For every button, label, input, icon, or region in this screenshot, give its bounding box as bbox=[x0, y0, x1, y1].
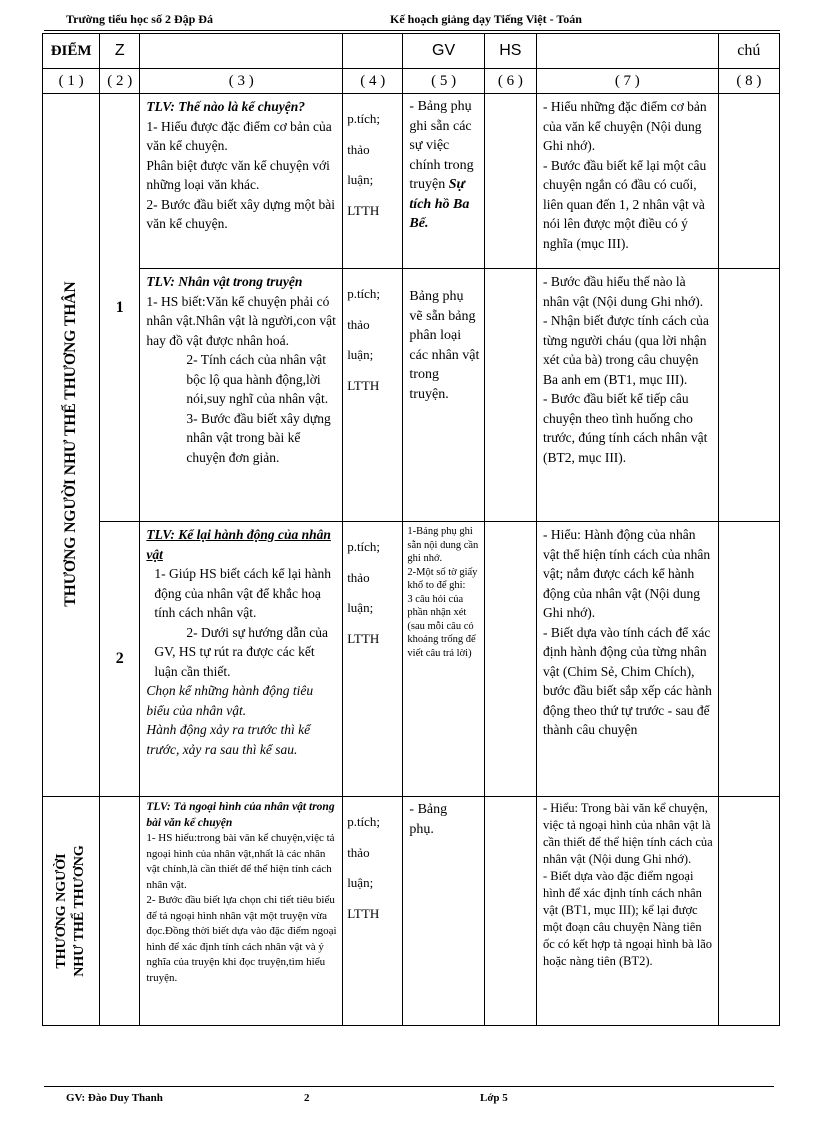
method-line: thảo bbox=[347, 141, 370, 157]
method-line: thảo bbox=[347, 569, 370, 585]
theme-cell-1 bbox=[43, 94, 100, 797]
col-header-5: GV bbox=[403, 34, 484, 69]
gv-text: Bảng phụ vẽ sẵn bảng phân loại các nhân vật trong truyện. bbox=[409, 289, 480, 402]
col-header-4 bbox=[343, 34, 403, 69]
gv-emphasis: Sự tích hồ Ba Bể. bbox=[409, 177, 470, 231]
col-number-3: ( 3 ) bbox=[140, 69, 343, 94]
method-line: LTTH bbox=[347, 377, 380, 393]
col-header-3 bbox=[140, 34, 343, 69]
method-line: luận; bbox=[347, 875, 374, 890]
theme-label-2 bbox=[53, 845, 89, 976]
method-line: p.tích; bbox=[347, 814, 381, 829]
objective-line: - Bước đầu biết kể lại một câu chuyện ngắn có đầu có cuối, liên quan đến 1, 2 nhân vật và nói lên được một điều có ý nghĩa (mục III). bbox=[542, 157, 707, 251]
col-header-1: ĐIỂM bbox=[43, 34, 100, 69]
footer-page-number: 2 bbox=[304, 1092, 310, 1104]
table-row bbox=[43, 522, 780, 797]
objective-line: - Nhận biết được tính cách của từng người cháu (qua lời nhận xét của bà) trong câu chuyện Ba anh em (BT1, mục III). bbox=[542, 313, 709, 387]
content-italic-line: Hành động xảy ra trước thì kể trước, xảy ra sau thì kể sau. bbox=[146, 722, 311, 757]
col-number-2: ( 2 ) bbox=[100, 69, 140, 94]
gv-cell bbox=[403, 797, 484, 1026]
method-line: luận; bbox=[347, 172, 374, 187]
content-line: Phân biệt được văn kể chuyện với những loại văn khác. bbox=[146, 157, 330, 192]
method-line: luận; bbox=[347, 600, 374, 615]
method-cell bbox=[343, 797, 403, 1026]
method-cell bbox=[343, 94, 403, 269]
gv-cell bbox=[403, 522, 484, 797]
method-line: p.tích; bbox=[347, 286, 381, 301]
col-header-2: Z bbox=[100, 34, 140, 69]
objective-line: - Bước đầu biết kể tiếp câu chuyện theo tình huống cho trước, đúng tính cách nhân vật (BT2, mục III). bbox=[542, 391, 708, 465]
method-line: p.tích; bbox=[347, 111, 381, 126]
number-row bbox=[43, 69, 780, 94]
lesson-plan-table bbox=[42, 33, 780, 1026]
method-line: thảo bbox=[347, 844, 370, 860]
gv-text: 1-Bảng phụ ghi sẵn nội dung cần ghi nhớ. 2-Một số tờ giấy khổ to để ghi: 3 câu hỏi của phần nhận xét (sau mỗi câu có khoảng trống để viết câu trả lời) bbox=[407, 526, 479, 659]
theme-cell-2 bbox=[43, 797, 100, 1026]
col-number-7: ( 7 ) bbox=[536, 69, 718, 94]
col-header-8: chú bbox=[718, 34, 779, 69]
lesson-title: TLV: Thế nào là kể chuyện? bbox=[146, 99, 305, 114]
header-rule bbox=[44, 30, 780, 31]
col-number-8: ( 8 ) bbox=[718, 69, 779, 94]
week-cell-2: 2 bbox=[100, 522, 140, 797]
method-line: p.tích; bbox=[347, 539, 381, 554]
gv-cell bbox=[403, 94, 484, 269]
hs-cell bbox=[484, 269, 536, 522]
content-cell bbox=[140, 94, 343, 269]
lesson-title: TLV: Nhân vật trong truyện bbox=[146, 274, 303, 289]
lesson-title: TLV: Kể lại hành động của nhân vật bbox=[146, 527, 331, 562]
gv-text: - Bảng phụ. bbox=[409, 802, 448, 837]
col-number-5: ( 5 ) bbox=[403, 69, 484, 94]
method-cell bbox=[343, 269, 403, 522]
col-number-1: ( 1 ) bbox=[43, 69, 100, 94]
table-row bbox=[43, 94, 780, 269]
objectives-cell bbox=[536, 269, 718, 522]
week-cell-3 bbox=[100, 797, 140, 1026]
theme-label-2-line2: NHƯ THỂ THƯƠNG bbox=[72, 845, 88, 977]
school-name: Trường tiểu học số 2 Đập Đá bbox=[66, 12, 213, 26]
hs-cell bbox=[484, 94, 536, 269]
method-cell bbox=[343, 522, 403, 797]
col-number-4: ( 4 ) bbox=[343, 69, 403, 94]
week-cell-1: 1 bbox=[100, 94, 140, 522]
col-number-6: ( 6 ) bbox=[484, 69, 536, 94]
content-cell bbox=[140, 522, 343, 797]
method-line: LTTH bbox=[347, 630, 380, 646]
note-cell bbox=[718, 94, 779, 269]
gv-text: - Bảng phụ ghi sẵn các sự việc chính trong truyện bbox=[409, 99, 474, 192]
col-header-7 bbox=[536, 34, 718, 69]
objectives-cell bbox=[536, 94, 718, 269]
content-line: 3- Bước đầu biết xây dựng nhân vật trong bài kể chuyện đơn giản. bbox=[186, 410, 331, 465]
content-cell bbox=[140, 269, 343, 522]
objectives-cell bbox=[536, 797, 718, 1026]
note-cell bbox=[718, 269, 779, 522]
content-line: 2- Bước đầu biết xây dựng một bài văn kể chuyện. bbox=[146, 196, 335, 231]
footer-rule bbox=[44, 1086, 774, 1087]
table-row bbox=[43, 797, 780, 1026]
content-line: 1- Giúp HS biết cách kể lại hành động của nhân vật để khắc hoạ tính cách nhân vật. bbox=[154, 566, 331, 620]
table-row bbox=[43, 269, 780, 522]
footer-teacher: GV: Đào Duy Thanh bbox=[66, 1092, 163, 1104]
content-line: 2- Dưới sự hướng dẫn của GV, HS tự rút ra được các kết luận cần thiết. bbox=[154, 624, 328, 679]
content-line: 1- HS biết:Văn kể chuyện phải có nhân vật.Nhân vật là người,con vật hay đồ vật được nhân hoá. bbox=[146, 293, 336, 348]
content-line: 1- Hiểu được đặc điểm cơ bản của văn kể chuyện. bbox=[146, 118, 332, 153]
objective-line: - Hiểu: Trong bài văn kể chuyện, việc tả ngoại hình của nhân vật là cần thiết để thể hiện tính cách của nhân vật (Nội dung Ghi nhớ). bbox=[542, 801, 713, 866]
method-line: LTTH bbox=[347, 905, 380, 921]
method-line: luận; bbox=[347, 347, 374, 362]
objective-line: - Hiểu: Hành động của nhân vật thể hiện tính cách của nhân vật; nắm được cách kể hành động của nhân vật (Nội dung Ghi nhớ). bbox=[542, 527, 711, 620]
method-line: thảo bbox=[347, 316, 370, 332]
footer-grade: Lớp 5 bbox=[480, 1092, 508, 1104]
plan-title: Kế hoạch giảng dạy Tiếng Việt - Toán bbox=[390, 12, 582, 26]
content-line: 1- HS hiểu:trong bài văn kể chuyện,việc tả ngoại hình của nhân vật,nhất là các nhân vật chính,là cần thiết để thể hiện tính cách nhân vật. bbox=[146, 832, 335, 891]
hs-cell bbox=[484, 797, 536, 1026]
content-italic-line: Chọn kể những hành động tiêu biểu của nhân vật. bbox=[146, 683, 314, 718]
content-line: 2- Tính cách của nhân vật bộc lộ qua hành động,lời nói,suy nghĩ của nhân vật. bbox=[186, 352, 329, 406]
objective-line: - Hiểu những đặc điểm cơ bản của văn kể chuyện (Nội dung Ghi nhớ). bbox=[542, 99, 707, 153]
theme-label-2-line1: THƯƠNG NGƯỜI bbox=[54, 853, 70, 969]
note-cell bbox=[718, 522, 779, 797]
content-cell bbox=[140, 797, 343, 1026]
theme-label-1: THƯƠNG NGƯỜI NHƯ THỂ THƯƠNG THÂN bbox=[62, 281, 80, 607]
note-cell bbox=[718, 797, 779, 1026]
objective-line: - Bước đầu hiểu thế nào là nhân vật (Nội dung Ghi nhớ). bbox=[542, 274, 704, 309]
gv-cell bbox=[403, 269, 484, 522]
method-line: LTTH bbox=[347, 202, 380, 218]
col-header-6: HS bbox=[484, 34, 536, 69]
objective-line: - Biết dựa vào đặc điểm ngoại hình để xác định tính cách nhân vật (BT1, mục III); kể lại được một đoạn câu chuyện Nàng tiên ốc có kết hợp tả ngoại hình bà lão hoặc nàng tiên (BT2). bbox=[542, 869, 713, 968]
objective-line: - Biết dựa vào tính cách để xác định hành động của từng nhân vật (Chim Sẻ, Chim Chích), bước đầu biết sắp xếp các hành động theo thứ tự trước - sau để thành câu chuyện bbox=[542, 624, 712, 737]
objectives-cell bbox=[536, 522, 718, 797]
header-row bbox=[43, 34, 780, 69]
content-line: 2- Bước đầu biết lựa chọn chi tiết tiêu biểu để tả ngoại hình nhân vật một truyện vừa đọc.Đồng thời biết dựa vào đặc điểm ngoại hình để xác định tính cách nhân vật và ý nghĩa của truyện khi đọc truyện,tìm hiểu truyện. bbox=[146, 894, 337, 984]
hs-cell bbox=[484, 522, 536, 797]
lesson-title: TLV: Tả ngoại hình của nhân vật trong bài văn kể chuyện bbox=[146, 801, 335, 829]
